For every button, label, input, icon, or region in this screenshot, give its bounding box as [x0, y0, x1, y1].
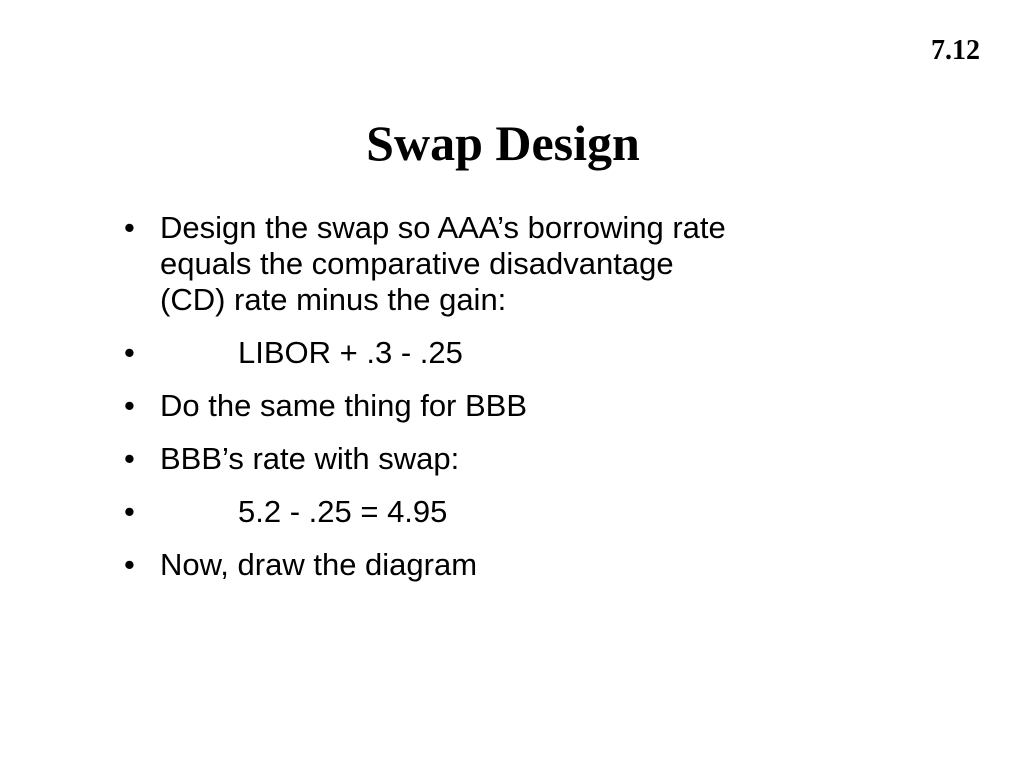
bullet-icon: • — [124, 547, 135, 582]
bullet-text: BBB’s rate with swap: — [160, 441, 460, 476]
bullet-item — [118, 210, 738, 318]
bullet-item — [118, 441, 738, 477]
bullet-icon: • — [124, 335, 135, 370]
bullet-item — [118, 547, 738, 583]
bullet-text: 5.2 - .25 = 4.95 — [238, 494, 448, 529]
bullet-text: Now, draw the diagram — [160, 547, 478, 582]
bullet-text: LIBOR + .3 - .25 — [238, 335, 463, 370]
bullet-text: Do the same thing for BBB — [160, 388, 528, 423]
bullet-icon: • — [124, 441, 135, 476]
bullet-icon: • — [124, 494, 135, 529]
bullet-item — [118, 335, 738, 371]
slide-title: Swap Design — [366, 115, 640, 171]
bullet-item — [118, 494, 738, 530]
slide-number: 7.12 — [931, 35, 980, 66]
bullet-icon: • — [124, 210, 135, 245]
bullet-list — [118, 210, 738, 600]
bullet-icon: • — [124, 388, 135, 423]
bullet-item — [118, 388, 738, 424]
bullet-text: Design the swap so AAA’s borrowing rate equals the comparative disadvantage (CD) rate minus the gain: — [160, 210, 726, 317]
